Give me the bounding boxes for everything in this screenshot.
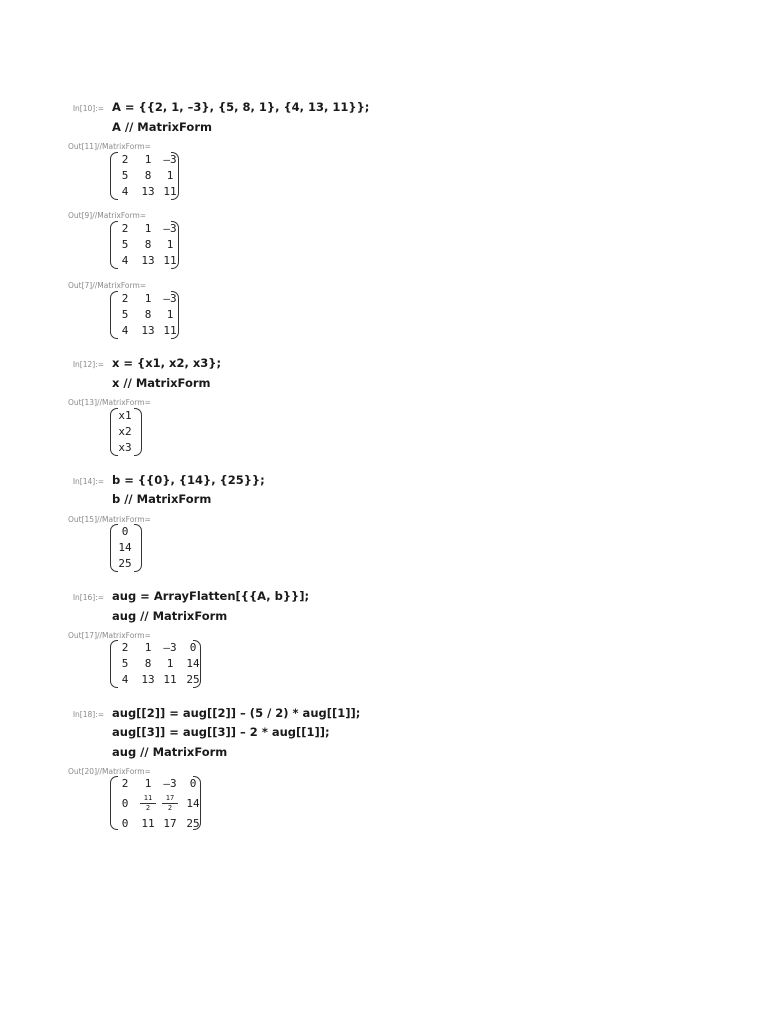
matrix-cell: 14 xyxy=(186,657,200,670)
matrix-cell: –3 xyxy=(163,292,177,305)
matrix-cell: x3 xyxy=(118,441,132,454)
matrix-cell: $\frac{17}{2}$ xyxy=(162,794,178,813)
input-line[interactable]: aug // MatrixForm xyxy=(112,745,228,759)
matrix-cell: 11 xyxy=(163,185,177,198)
matrix-cell: 8 xyxy=(144,308,152,321)
matrix-cell: 1 xyxy=(144,777,152,790)
input-line[interactable]: b // MatrixForm xyxy=(112,492,212,506)
input-line[interactable]: b = {{0}, {14}, {25}}; xyxy=(112,473,265,487)
matrix-cell: –3 xyxy=(163,222,177,235)
input-line[interactable]: aug // MatrixForm xyxy=(112,609,228,623)
matrix-cell: 17 xyxy=(163,817,177,830)
in-label: In[12]:= xyxy=(72,360,104,369)
matrix-cell: 11 xyxy=(163,673,177,686)
input-line[interactable]: aug = ArrayFlatten[{{A, b}}]; xyxy=(112,589,310,603)
matrix-cell: 1 xyxy=(144,222,152,235)
input-line[interactable]: A // MatrixForm xyxy=(112,120,212,134)
out-label: Out[15]//MatrixForm= xyxy=(68,515,151,524)
matrix-cell: –3 xyxy=(163,153,177,166)
matrix-output xyxy=(110,152,179,200)
out-label: Out[9]//MatrixForm= xyxy=(68,211,147,220)
input-line[interactable]: A = {{2, 1, –3}, {5, 8, 1}, {4, 13, 11}}; xyxy=(112,100,370,114)
matrix-cell: 13 xyxy=(141,185,155,198)
matrix-cell: 11 xyxy=(141,817,155,830)
input-line[interactable]: aug[[3]] = aug[[3]] – 2 * aug[[1]]; xyxy=(112,725,330,739)
out-label: Out[11]//MatrixForm= xyxy=(68,142,151,151)
matrix-cell: 25 xyxy=(118,557,132,570)
matrix-cell: 4 xyxy=(121,673,129,686)
matrix-cell: 0 xyxy=(121,817,129,830)
matrix-cell: 2 xyxy=(121,153,129,166)
matrix-cell: 1 xyxy=(166,308,174,321)
matrix-cell: 5 xyxy=(121,238,129,251)
matrix-cell: 8 xyxy=(144,657,152,670)
input-line[interactable]: aug[[2]] = aug[[2]] – (5 / 2) * aug[[1]]; xyxy=(112,706,361,720)
matrix-cell: 1 xyxy=(166,238,174,251)
matrix-cell: 14 xyxy=(118,541,132,554)
matrix-output xyxy=(110,221,179,269)
matrix-output xyxy=(110,524,142,572)
matrix-cell: 0 xyxy=(189,641,197,654)
matrix-cell: 5 xyxy=(121,308,129,321)
matrix-output xyxy=(110,640,201,688)
matrix-cell: 5 xyxy=(121,657,129,670)
matrix-cell: 11 xyxy=(163,324,177,337)
matrix-cell: –3 xyxy=(163,641,177,654)
matrix-cell: 13 xyxy=(141,324,155,337)
out-label: Out[13]//MatrixForm= xyxy=(68,398,151,407)
matrix-cell: 2 xyxy=(121,641,129,654)
matrix-cell: 1 xyxy=(144,153,152,166)
matrix-cell: 1 xyxy=(144,641,152,654)
matrix-cell: 2 xyxy=(121,777,129,790)
input-line[interactable]: x // MatrixForm xyxy=(112,376,211,390)
matrix-output xyxy=(110,291,179,339)
matrix-cell: 25 xyxy=(186,817,200,830)
matrix-output xyxy=(110,408,142,456)
matrix-cell: 8 xyxy=(144,169,152,182)
matrix-cell: 11 xyxy=(163,254,177,267)
matrix-cell: x1 xyxy=(118,409,132,422)
matrix-cell: 25 xyxy=(186,673,200,686)
matrix-cell: 0 xyxy=(189,777,197,790)
matrix-cell: 2 xyxy=(121,222,129,235)
input-line[interactable]: x = {x1, x2, x3}; xyxy=(112,356,222,370)
matrix-cell: 13 xyxy=(141,254,155,267)
matrix-cell: 5 xyxy=(121,169,129,182)
matrix-cell: 0 xyxy=(121,525,129,538)
matrix-cell: 4 xyxy=(121,254,129,267)
in-label: In[18]:= xyxy=(72,710,104,719)
matrix-cell: –3 xyxy=(163,777,177,790)
right-paren xyxy=(134,524,142,572)
matrix-cell: 2 xyxy=(121,292,129,305)
matrix-cell: $\frac{11}{2}$ xyxy=(140,794,156,813)
in-label: In[10]:= xyxy=(72,104,104,113)
matrix-cell: 1 xyxy=(144,292,152,305)
out-label: Out[17]//MatrixForm= xyxy=(68,631,151,640)
in-label: In[16]:= xyxy=(72,593,104,602)
matrix-cell: 14 xyxy=(186,797,200,810)
matrix-cell: x2 xyxy=(118,425,132,438)
matrix-cell: 1 xyxy=(166,657,174,670)
in-label: In[14]:= xyxy=(72,477,104,486)
right-paren xyxy=(134,408,142,456)
matrix-output xyxy=(110,776,201,830)
out-label: Out[7]//MatrixForm= xyxy=(68,281,147,290)
matrix-cell: 4 xyxy=(121,185,129,198)
matrix-cell: 8 xyxy=(144,238,152,251)
matrix-cell: 1 xyxy=(166,169,174,182)
matrix-cell: 13 xyxy=(141,673,155,686)
matrix-cell: 0 xyxy=(121,797,129,810)
out-label: Out[20]//MatrixForm= xyxy=(68,767,151,776)
matrix-cell: 4 xyxy=(121,324,129,337)
